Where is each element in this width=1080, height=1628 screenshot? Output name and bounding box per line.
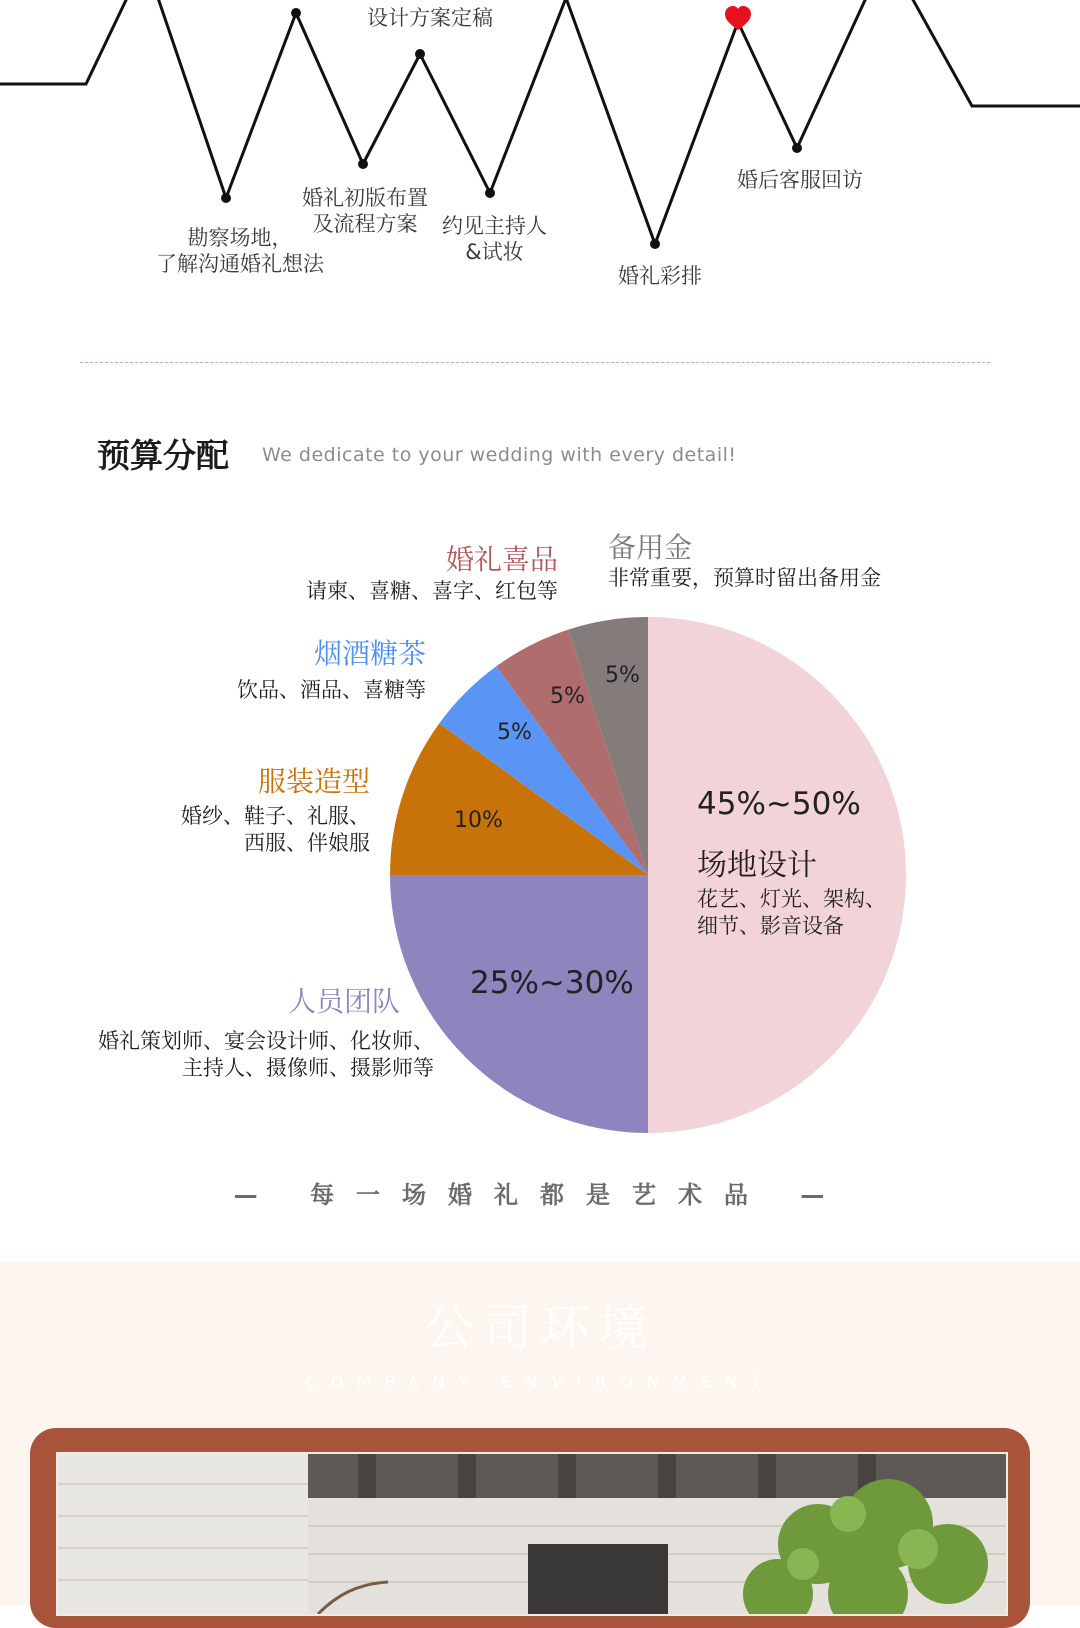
drinks-title: 烟酒糖茶 [313, 637, 426, 670]
team-desc: 婚礼策划师、宴会设计师、化妆师、 主持人、摄像师、摄影师等 [98, 1029, 434, 1080]
timeline-label-followup: 婚后客服回访 [737, 168, 863, 192]
timeline-label-design: 设计方案定稿 [367, 6, 493, 30]
gifts-desc: 请柬、喜糖、喜字、红包等 [306, 579, 558, 603]
budget-subtitle: We dedicate to your wedding with every detail! [262, 444, 737, 466]
budget-title: 预算分配 [97, 436, 229, 475]
reserve-desc: 非常重要，预算时留出备用金 [608, 566, 881, 590]
timeline-label-host: 约见主持人 &试妆 [442, 214, 547, 264]
timeline-label-survey: 勘察场地， 了解沟通婚礼想法 [156, 226, 324, 276]
timeline-label-initial: 婚礼初版布置 及流程方案 [302, 186, 428, 236]
reserve-title: 备用金 [608, 531, 693, 564]
clothing-title: 服装造型 [257, 765, 370, 798]
slice-label-drinks: 5% [497, 720, 532, 745]
environment-title: 公司环境 [424, 1299, 656, 1357]
venue-desc: 花艺、灯光、架构、 细节、影音设备 [697, 887, 886, 938]
venue-title: 场地设计 [697, 848, 817, 883]
environment-subtitle: COMPANY ENVIRONMENT [305, 1372, 775, 1391]
company-environment-section [0, 1262, 1080, 1605]
slogan: — 每一场婚礼都是艺术品 — [233, 1181, 847, 1209]
slice-label-team: 25%~30% [470, 965, 634, 1001]
team-title: 人员团队 [287, 985, 400, 1018]
pie-slice-1 [390, 875, 648, 1133]
slice-label-reserve: 5% [605, 663, 640, 688]
clothing-desc: 婚纱、鞋子、礼服、 西服、伴娘服 [181, 804, 370, 855]
timeline-label-rehearsal: 婚礼彩排 [618, 264, 702, 288]
gifts-title: 婚礼喜品 [445, 543, 558, 576]
environment-photo [56, 1452, 1008, 1616]
slice-label-gifts: 5% [550, 684, 585, 709]
slice-label-clothing: 10% [454, 808, 503, 833]
slice-label-venue: 45%~50% [697, 786, 861, 822]
drinks-desc: 饮品、酒品、喜糖等 [237, 678, 426, 702]
